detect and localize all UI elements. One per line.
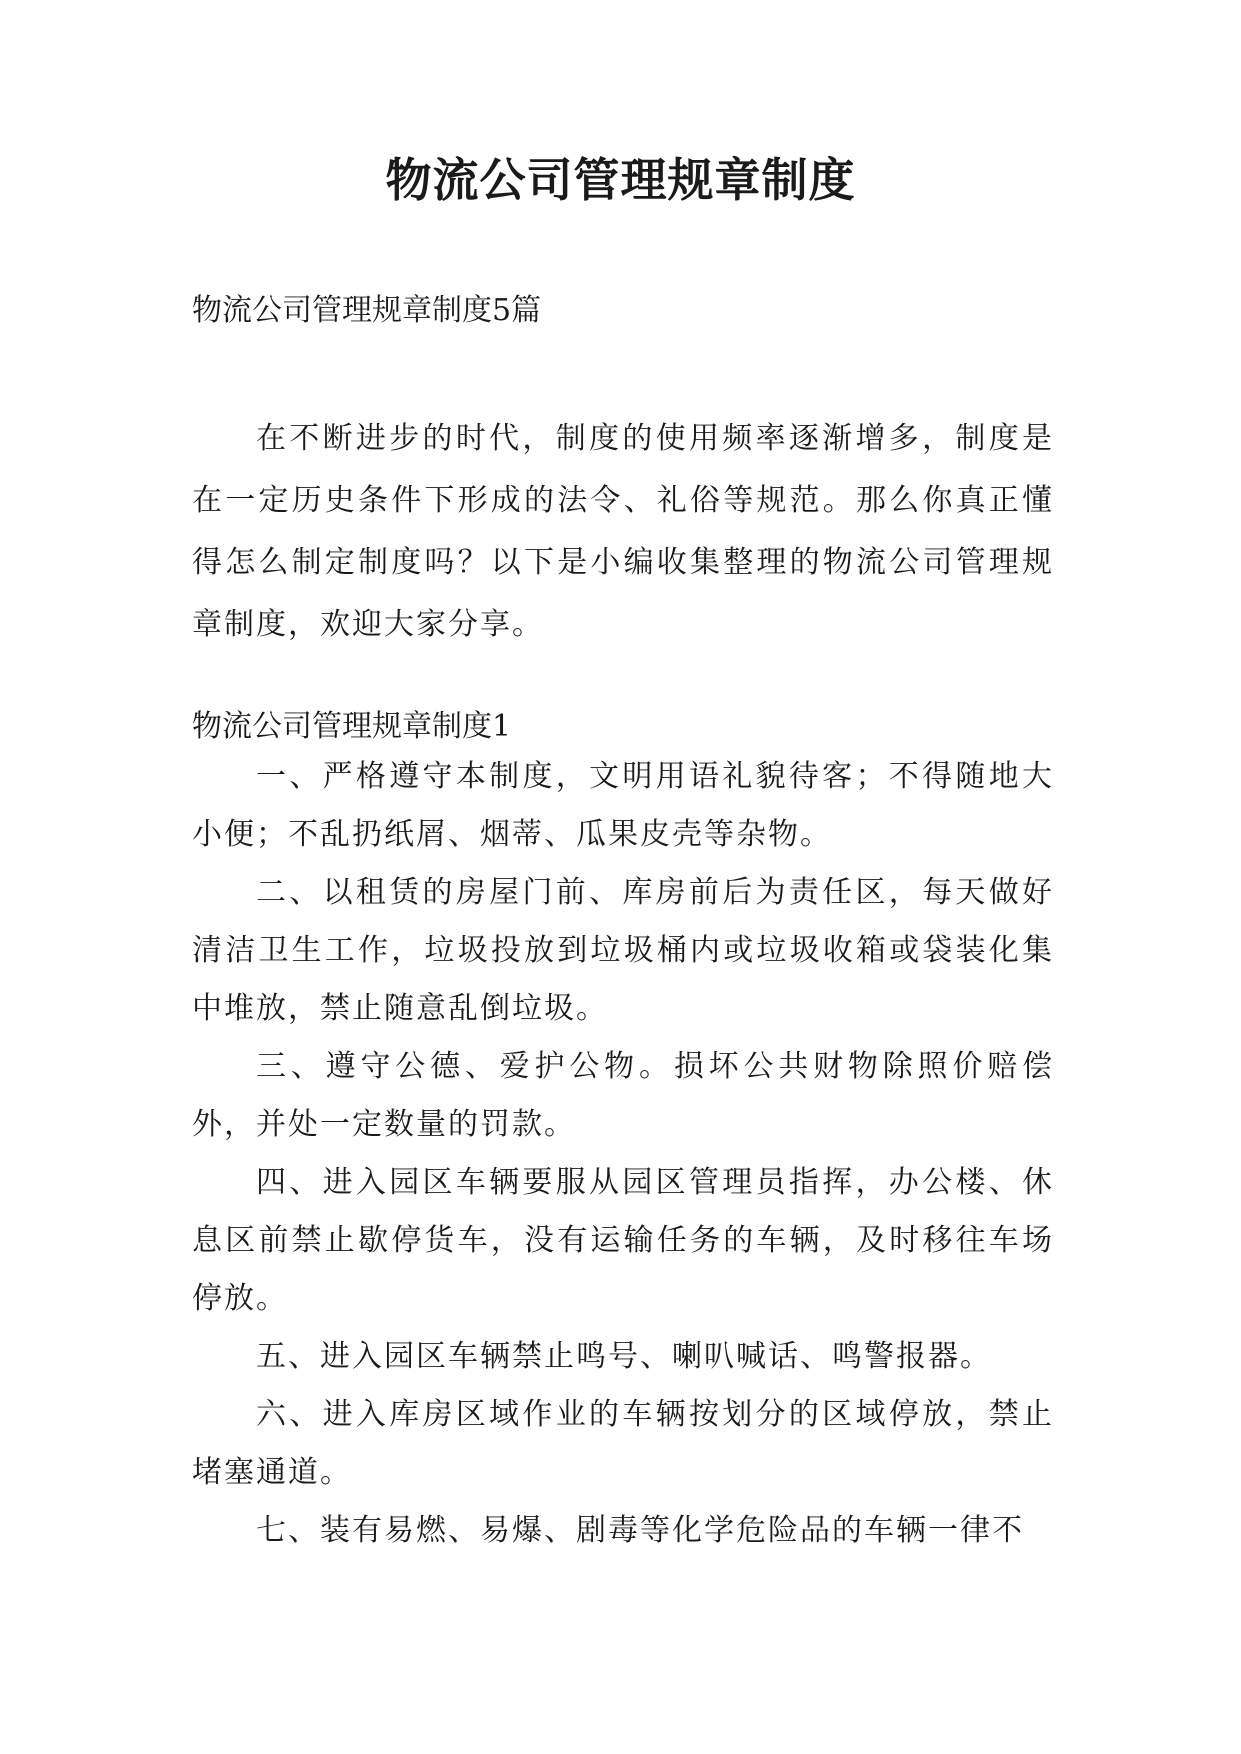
document-title: 物流公司管理规章制度 bbox=[385, 153, 856, 207]
rule-paragraph-7: 七、装有易燃、易爆、剧毒等化学危险品的车辆一律不 bbox=[256, 1513, 1024, 1548]
rule-paragraph-3: 三、遵守公德、爱护公物。损坏公共财物除照价赔偿外，并处一定数量的罚款。 bbox=[192, 1049, 1054, 1142]
rule-paragraph-2: 二、以租赁的房屋门前、库房前后为责任区，每天做好清洁卫生工作，垃圾投放到垃圾桶内或垃圾收箱或袋装化集中堆放，禁止随意乱倒垃圾。 bbox=[192, 875, 1054, 1026]
rule-paragraph-1: 一、严格遵守本制度，文明用语礼貌待客；不得随地大小便；不乱扔纸屑、烟蒂、瓜果皮壳等杂物。 bbox=[192, 759, 1054, 852]
document-subtitle: 物流公司管理规章制度5篇 bbox=[192, 293, 542, 328]
rule-paragraph-6: 六、进入库房区域作业的车辆按划分的区域停放，禁止堵塞通道。 bbox=[192, 1397, 1054, 1490]
section-heading: 物流公司管理规章制度1 bbox=[192, 709, 512, 744]
rule-paragraph-5: 五、进入园区车辆禁止鸣号、喇叭喊话、鸣警报器。 bbox=[256, 1339, 992, 1374]
rule-paragraph-4: 四、进入园区车辆要服从园区管理员指挥，办公楼、休息区前禁止歇停货车，没有运输任务的车辆，及时移往车场停放。 bbox=[192, 1165, 1054, 1316]
section-body bbox=[192, 748, 1054, 1560]
intro-paragraph: 在不断进步的时代，制度的使用频率逐渐增多，制度是在一定历史条件下形成的法令、礼俗等规范。那么你真正懂得怎么制定制度吗？以下是小编收集整理的物流公司管理规章制度，欢迎大家分享。 bbox=[192, 421, 1054, 642]
